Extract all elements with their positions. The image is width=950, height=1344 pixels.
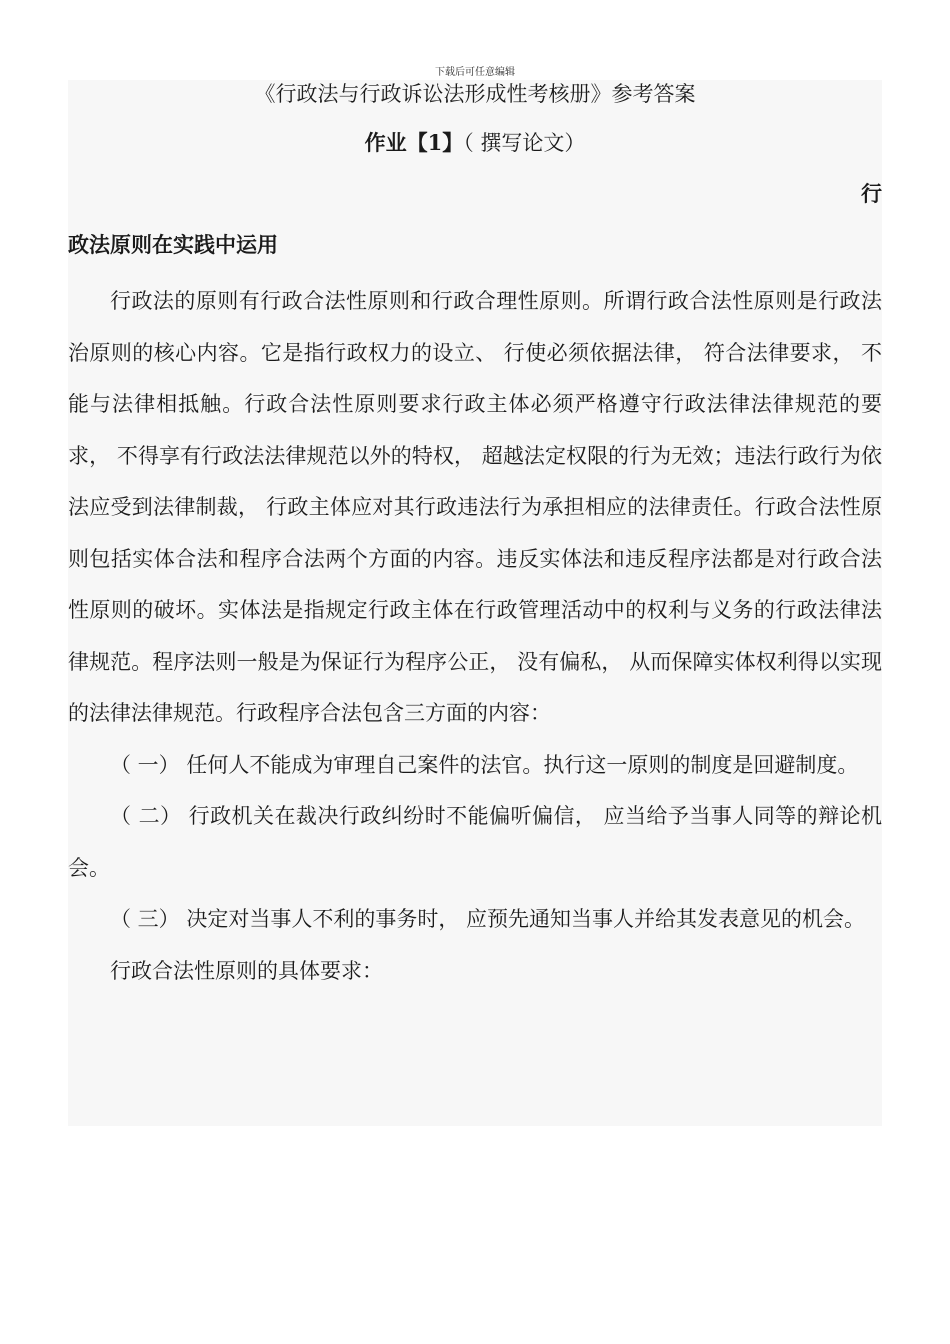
assignment-note: （ 撰写论文） xyxy=(463,131,586,155)
assignment-label: 作业【1】 xyxy=(364,130,464,155)
section-heading: 政法原则在实践中运用 xyxy=(68,232,278,257)
body-text xyxy=(68,276,882,997)
document-title: 《行政法与行政诉讼法形成性考核册》参考答案 xyxy=(254,82,696,106)
document-content xyxy=(68,80,882,1126)
assignment-heading xyxy=(68,129,882,157)
paragraph: （ 二） 行政机关在裁决行政纠纷时不能偏听偏信， 应当给予当事人同等的辩论机会。 xyxy=(68,804,882,880)
paragraph: （ 一） 任何人不能成为审理自己案件的法官。执行这一原则的制度是回避制度。 xyxy=(110,752,859,777)
paragraph: 行政合法性原则的具体要求： xyxy=(110,958,383,983)
header-note: 下载后可任意编辑 xyxy=(435,67,515,78)
section-heading-first-char: 行 xyxy=(861,181,882,206)
paragraph: （ 三） 决定对当事人不利的事务时， 应预先通知当事人并给其发表意见的机会。 xyxy=(110,907,866,931)
paragraph: 行政法的原则有行政合法性原则和行政合理性原则。所谓行政合法性原则是行政法治原则的核心内容。它是指行政权力的设立、 行使必须依据法律， 符合法律要求， 不能与法律相抵触。行政合法性原则要求行政主体必须严格遵守行政法律法律规范的要求， 不得享有行政法法律规范以外的特权， 超越法定权限的行为无效；违法行政行为依法应受到法律制裁， 行政主体应对其行政违法行为承担相应的法律责任。行政合法性原则包括实体合法和程序合法两个方面的内容。违反实体法和违反程序法都是对行政合法性原则的破坏。实体法是指规定行政主体在行政管理活动中的权利与义务的行政法律法律规范。程序法则一般是为保证行为程序公正， 没有偏私， 从而保障实体权利得以实现的法律法律规范。行政程序合法包含三方面的内容： xyxy=(68,289,882,725)
